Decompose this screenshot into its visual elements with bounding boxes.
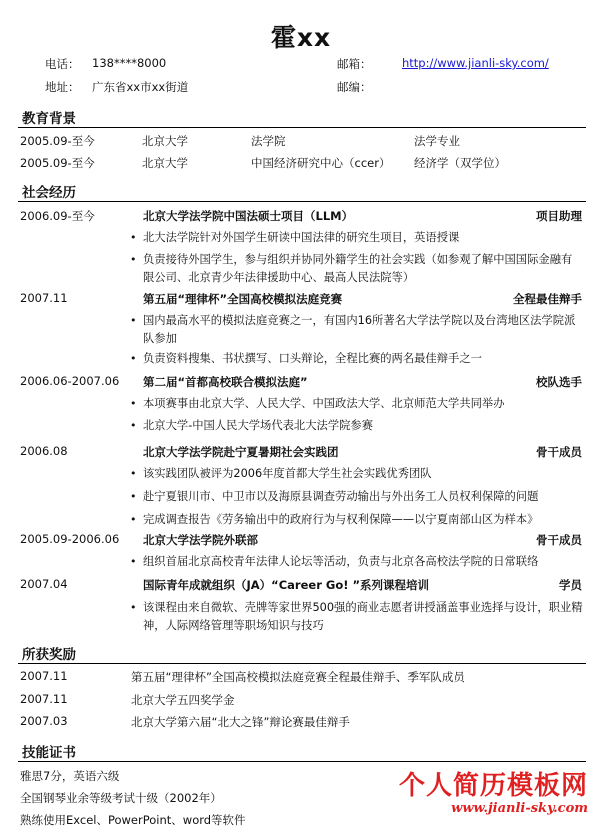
award-text: 第五届“理律杯”全国高校模拟法庭竞赛全程最佳辩手、季军队成员	[131, 670, 465, 684]
award-text: 北京大学第六届“北大之锋”辩论赛最佳辩手	[131, 715, 350, 729]
skill-item: 全国钢琴业余等级考试十级（2002年）	[20, 791, 222, 805]
exp-org: 国际青年成就组织（JA）“Career Go! ”系列课程培训	[143, 578, 430, 592]
exp-bullet-text: 该课程由来自微软、壳牌等家世界500强的商业志愿者讲授涵盖事业选择与设计，职业精神，人际网络管理等职场知识与技巧	[143, 601, 583, 632]
edu-major: 法学专业	[414, 134, 460, 148]
exp-org: 第五届“理律杯”全国高校模拟法庭竞赛	[143, 292, 343, 306]
watermark-url: www.jianli-sky.com	[451, 801, 588, 816]
skill-item: 熟练使用Excel、PowerPoint、word等软件	[20, 813, 246, 827]
award-date: 2007.03	[20, 714, 68, 728]
section-title-education: 教育背景	[22, 111, 76, 127]
bullet-icon: •	[130, 490, 137, 503]
exp-bullet-text: 国内最高水平的模拟法庭竞赛之一，有国内16所著名大学法学院以及台湾地区法学院派队参加	[143, 314, 576, 345]
exp-role: 骨干成员	[536, 445, 582, 459]
bullet-icon: •	[130, 352, 137, 365]
exp-role: 校队选手	[536, 375, 582, 389]
exp-role: 项目助理	[536, 209, 582, 223]
award-date: 2007.11	[20, 692, 68, 706]
edu-dept: 中国经济研究中心（ccer）	[251, 156, 391, 170]
exp-bullet-text: 北京大学-中国人民大学场代表北大法学院参赛	[143, 419, 374, 432]
bullet-icon: •	[130, 513, 137, 526]
bullet-icon: •	[130, 397, 137, 410]
address-value: 广东省xx市xx街道	[92, 80, 189, 94]
exp-bullet-text: 负责资料搜集、书状撰写、口头辩论，全程比赛的两名最佳辩手之一	[143, 352, 482, 365]
edu-date: 2005.09-至今	[20, 134, 95, 148]
exp-bullet-text: 该实践团队被评为2006年度首都大学生社会实践优秀团队	[143, 467, 432, 480]
edu-date: 2005.09-至今	[20, 156, 95, 170]
edu-school: 北京大学	[142, 156, 188, 170]
bullet-icon: •	[130, 314, 137, 327]
exp-bullet-text: 完成调查报告《劳务输出中的政府行为与权利保障——以宁夏南部山区为样本》	[143, 513, 539, 526]
exp-role: 骨干成员	[536, 533, 582, 547]
exp-date: 2006.08	[20, 444, 68, 458]
phone-label: 电话：	[45, 57, 80, 71]
postcode-label: 邮编：	[337, 80, 372, 94]
section-divider	[18, 201, 586, 202]
exp-role: 学员	[559, 578, 582, 592]
award-text: 北京大学五四奖学金	[131, 693, 235, 707]
exp-role: 全程最佳辩手	[513, 292, 582, 306]
exp-date: 2006.09-至今	[20, 209, 95, 223]
exp-bullet-text: 本项赛事由北京大学、人民大学、中国政法大学、北京师范大学共同举办	[143, 397, 505, 410]
section-divider	[18, 127, 586, 128]
bullet-icon: •	[130, 555, 137, 568]
section-title-social: 社会经历	[22, 185, 76, 201]
section-title-awards: 所获奖励	[22, 647, 76, 663]
bullet-icon: •	[130, 231, 137, 244]
phone-value: 138****8000	[92, 56, 167, 70]
section-title-skills: 技能证书	[22, 745, 76, 761]
exp-org: 北京大学法学院外联部	[143, 533, 258, 547]
bullet-icon: •	[130, 601, 137, 614]
bullet-icon: •	[130, 467, 137, 480]
bullet-icon: •	[130, 253, 137, 266]
exp-org: 北京大学法学院赴宁夏暑期社会实践团	[143, 445, 339, 459]
bullet-icon: •	[130, 419, 137, 432]
exp-bullet-text: 负责接待外国学生，参与组织并协同外籍学生的社会实践（如参观了解中国国际金融有限公司、北京青少年法律援助中心、最高人民法院等）	[143, 253, 573, 284]
email-label: 邮箱：	[337, 57, 372, 71]
email-link[interactable]: http://www.jianli-sky.com/	[402, 56, 549, 70]
exp-date: 2006.06-2007.06	[20, 374, 120, 388]
exp-date: 2007.04	[20, 577, 68, 591]
exp-org: 北京大学法学院中国法硕士项目（LLM）	[143, 209, 354, 223]
section-divider	[18, 663, 586, 664]
exp-date: 2005.09-2006.06	[20, 532, 120, 546]
section-divider	[18, 761, 586, 762]
skill-item: 雅思7分，英语六级	[20, 769, 120, 783]
edu-major: 经济学（双学位）	[414, 156, 506, 170]
exp-bullet-text: 赴宁夏银川市、中卫市以及海原县调查劳动输出与外出务工人员权利保障的问题	[143, 490, 539, 503]
exp-bullet-text: 北大法学院针对外国学生研读中国法律的研究生项目，英语授课	[143, 231, 460, 244]
award-date: 2007.11	[20, 669, 68, 683]
edu-school: 北京大学	[142, 134, 188, 148]
exp-org: 第二届“首都高校联合模拟法庭”	[143, 375, 308, 389]
watermark-title: 个人简历模板网	[398, 771, 588, 801]
edu-dept: 法学院	[251, 134, 286, 148]
address-label: 地址：	[45, 80, 80, 94]
exp-date: 2007.11	[20, 291, 68, 305]
exp-bullet-text: 组织首届北京高校青年法律人论坛等活动，负责与北京各高校法学院的日常联络	[143, 555, 539, 568]
resume-name: 霍xx	[270, 23, 332, 52]
